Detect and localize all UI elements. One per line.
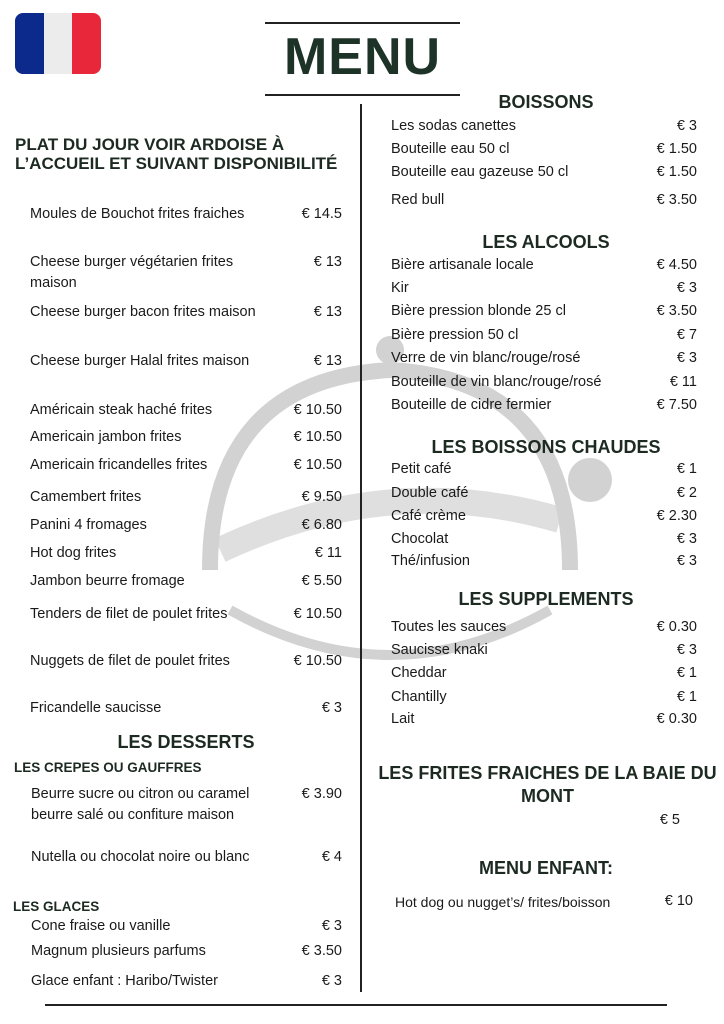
menu-item-price: € 2 <box>676 485 697 501</box>
menu-item-price: € 3.50 <box>656 303 697 319</box>
supplements-heading: LES SUPPLEMENTS <box>458 589 634 609</box>
boissons-chaudes-heading: LES BOISSONS CHAUDES <box>431 437 661 457</box>
menu-item-price: € 4.50 <box>656 257 697 273</box>
menu-item-price: € 13 <box>313 254 342 270</box>
menu-item-name: Panini 4 fromages <box>30 517 147 533</box>
alcools-heading: LES ALCOOLS <box>482 232 610 252</box>
desserts-heading: LES DESSERTS <box>117 732 255 752</box>
menu-item-price: € 10.50 <box>293 402 342 418</box>
menu-item-price: € 3 <box>676 350 697 366</box>
menu-item-price: € 5.50 <box>301 573 342 589</box>
menu-enfant-price: € 10 <box>664 893 693 909</box>
menu-item-price: € 1.50 <box>656 164 697 180</box>
menu-item-name: Camembert frites <box>30 489 142 505</box>
menu-item-name: Les sodas canettes <box>391 118 516 134</box>
menu-item-price: € 3 <box>676 553 697 569</box>
menu-item-name: Cheese burger végétarien frites maison <box>30 254 234 291</box>
plat-du-jour-heading: PLAT DU JOUR VOIR ARDOISE À L’ACCUEIL ET SUIVANT DISPONIBILITÉ <box>15 135 338 173</box>
menu-item-name: Café crème <box>391 508 466 524</box>
menu-item-name: Bière artisanale locale <box>391 257 534 273</box>
menu-item-price: € 13 <box>313 304 342 320</box>
menu-item-name: Bouteille de cidre fermier <box>391 397 552 413</box>
menu-item-name: Nuggets de filet de poulet frites <box>30 653 230 669</box>
menu-item-name: Bière pression blonde 25 cl <box>391 303 566 319</box>
menu-item-price: € 3.90 <box>301 786 342 802</box>
menu-item-price: € 2.30 <box>656 508 697 524</box>
menu-item-price: € 1.50 <box>656 141 697 157</box>
french-flag-icon <box>15 13 101 74</box>
menu-item-price: € 7 <box>676 327 697 343</box>
menu-item-name: Kir <box>391 280 409 296</box>
page-title: MENU <box>265 22 460 96</box>
menu-item-name: Red bull <box>391 192 445 208</box>
menu-item-price: € 3 <box>321 700 342 716</box>
column-divider <box>360 104 362 992</box>
menu-item-price: € 1 <box>676 689 697 705</box>
menu-item-name: Bouteille de vin blanc/rouge/rosé <box>391 374 602 390</box>
menu-item-price: € 7.50 <box>656 397 697 413</box>
frites-price: € 5 <box>659 812 680 828</box>
menu-item-name: Tenders de filet de poulet frites <box>30 606 228 622</box>
menu-item-price: € 3 <box>676 118 697 134</box>
menu-item-price: € 3 <box>321 918 342 934</box>
menu-item-name: Toutes les sauces <box>391 619 507 635</box>
menu-enfant-item: Hot dog ou nugget’s/ frites/boisson <box>395 894 611 910</box>
menu-enfant-heading: MENU ENFANT: <box>479 858 613 878</box>
menu-item-name: Bière pression 50 cl <box>391 327 519 343</box>
menu-item-name: Verre de vin blanc/rouge/rosé <box>391 350 581 366</box>
menu-item-name: Saucisse knaki <box>391 642 488 658</box>
menu-item-name: Cheese burger bacon frites maison <box>30 304 256 320</box>
menu-item-price: € 3 <box>676 531 697 547</box>
menu-item-name: Petit café <box>391 461 452 477</box>
menu-item-name: Bouteille eau gazeuse 50 cl <box>391 164 569 180</box>
menu-item-price: € 3 <box>676 280 697 296</box>
menu-item-name: Americain jambon frites <box>30 429 182 445</box>
menu-item-name: Chocolat <box>391 531 449 547</box>
menu-item-price: € 10.50 <box>293 457 342 473</box>
menu-item-price: € 10.50 <box>293 606 342 622</box>
menu-item-name: Magnum plusieurs parfums <box>31 943 206 959</box>
menu-item-price: € 0.30 <box>656 619 697 635</box>
menu-item-name: Double café <box>391 485 469 501</box>
menu-item-name: Cone fraise ou vanille <box>31 918 171 934</box>
bottom-divider <box>45 1004 667 1006</box>
menu-item-price: € 3 <box>676 642 697 658</box>
menu-item-price: € 13 <box>313 353 342 369</box>
menu-item-price: € 3.50 <box>301 943 342 959</box>
menu-item-price: € 11 <box>669 374 697 390</box>
menu-item-name: Americain fricandelles frites <box>30 457 208 473</box>
glaces-heading: LES GLACES <box>13 899 100 914</box>
menu-item-name: Bouteille eau 50 cl <box>391 141 510 157</box>
menu-item-name: Thé/infusion <box>391 553 470 569</box>
menu-item-price: € 0.30 <box>656 711 697 727</box>
menu-item-name: Moules de Bouchot frites fraiches <box>30 206 245 222</box>
menu-item-name: Cheese burger Halal frites maison <box>30 353 250 369</box>
menu-item-price: € 11 <box>314 545 342 561</box>
menu-item-price: € 6.80 <box>301 517 342 533</box>
menu-item-price: € 10.50 <box>293 429 342 445</box>
menu-item-price: € 1 <box>676 461 697 477</box>
menu-item-name: Fricandelle saucisse <box>30 700 162 716</box>
menu-item-price: € 3 <box>321 973 342 989</box>
menu-item-name: Lait <box>391 711 415 727</box>
menu-item-price: € 9.50 <box>301 489 342 505</box>
menu-item-price: € 3.50 <box>656 192 697 208</box>
menu-item-price: € 14.5 <box>301 206 342 222</box>
menu-item-name: Hot dog frites <box>30 545 117 561</box>
menu-item-name: Glace enfant : Haribo/Twister <box>31 973 218 989</box>
menu-item-name: Chantilly <box>391 689 447 705</box>
menu-item-name: Nutella ou chocolat noire ou blanc <box>31 849 250 865</box>
menu-item-price: € 4 <box>321 849 342 865</box>
boissons-heading: BOISSONS <box>498 92 594 112</box>
frites-heading: LES FRITES FRAICHES DE LA BAIE DU MONT <box>378 763 717 806</box>
menu-item-price: € 1 <box>676 665 697 681</box>
menu-item-name: Beurre sucre ou citron ou caramel beurre salé ou confiture maison <box>31 786 250 823</box>
menu-item-name: Cheddar <box>391 665 447 681</box>
menu-item-price: € 10.50 <box>293 653 342 669</box>
menu-item-name: Américain steak haché frites <box>30 402 213 418</box>
crepes-heading: LES CREPES OU GAUFFRES <box>14 760 202 775</box>
menu-item-name: Jambon beurre fromage <box>30 573 185 589</box>
